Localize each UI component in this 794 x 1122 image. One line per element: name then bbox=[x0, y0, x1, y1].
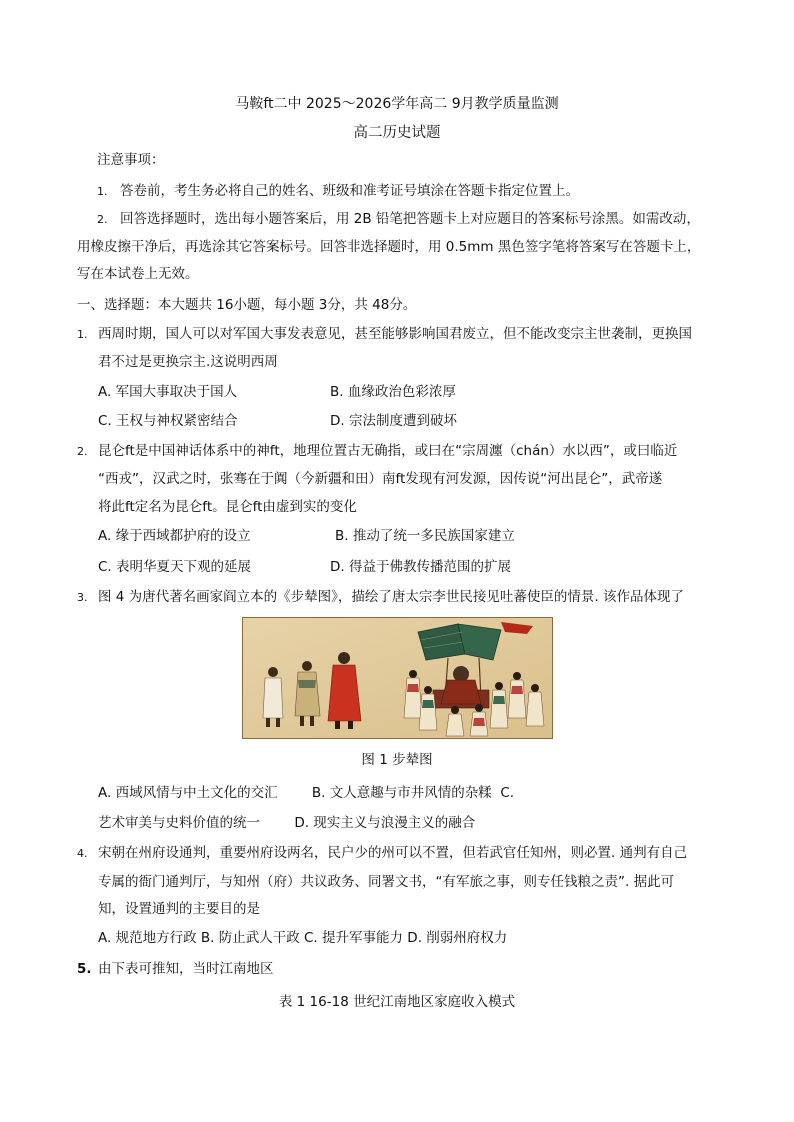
option-line[interactable]: 艺术审美与史料价值的统一 D. 现实主义与浪漫主义的融合 bbox=[98, 815, 476, 831]
notice-item-text: 答卷前，考生务必将自己的姓名、班级和准考证号填涂在答题卡指定位置上。 bbox=[120, 183, 579, 199]
option-b[interactable]: B. 推动了统一多民族国家建立 bbox=[335, 528, 515, 544]
painting-illustration bbox=[243, 618, 553, 739]
question-stem: 昆仑ft是中国神话体系中的神ft，地理位置古无确指，或曰在“宗周瀍（chán）水以西”，或曰临近 bbox=[98, 443, 678, 459]
question-stem: 知，设置通判的主要目的是 bbox=[98, 901, 260, 917]
notice-item-text: 用橡皮擦干净后，再选涂其它答案标号。回答非选择题时，用 0.5mm 黑色签字笔将答案写在答题卡上， bbox=[77, 239, 701, 255]
question-number: 4. bbox=[77, 847, 88, 860]
question-stem: 君不过是更换宗主.这说明西周 bbox=[98, 354, 278, 370]
option-a[interactable]: A. 军国大事取决于国人 bbox=[98, 384, 238, 400]
painting-image bbox=[242, 617, 553, 739]
question-number: 1. bbox=[77, 328, 88, 341]
notice-item-text: 写在本试卷上无效。 bbox=[77, 266, 199, 282]
question-number: 2. bbox=[77, 445, 88, 458]
option-b[interactable]: B. 血缘政治色彩浓厚 bbox=[330, 384, 456, 400]
notice-item-number: 1. bbox=[97, 185, 108, 198]
notice-item-number: 2. bbox=[97, 213, 108, 226]
option-d[interactable]: D. 得益于佛教传播范围的扩展 bbox=[330, 559, 511, 575]
exam-subtitle: 高二历史试题 bbox=[353, 125, 441, 141]
option-line[interactable]: A. 规范地方行政 B. 防止武人干政 C. 提升军事能力 D. 削弱州府权力 bbox=[98, 930, 508, 946]
section-heading: 一、选择题：本大题共 16小题，每小题 3分，共 48分。 bbox=[77, 297, 417, 313]
question-number: 5. bbox=[77, 961, 92, 977]
exam-title: 马鞍ft二中 2025～2026学年高二 9月教学质量监测 bbox=[235, 96, 559, 112]
question-stem: 图 4 为唐代著名画家阎立本的《步辇图》，描绘了唐太宗李世民接见吐蕃使臣的情景. 该作品体现了 bbox=[98, 589, 685, 605]
option-c[interactable]: C. 表明华夏天下观的延展 bbox=[98, 559, 252, 575]
question-stem: 将此ft定名为昆仑ft。昆仑ft由虚到实的变化 bbox=[98, 499, 357, 515]
question-stem: “西戎”，汉武之时，张骞在于阗（今新疆和田）南ft发现有河发源，因传说“河出昆仑”，武帝遂 bbox=[98, 471, 663, 487]
table-title: 表 1 16-18 世纪江南地区家庭收入模式 bbox=[278, 994, 516, 1010]
question-stem: 由下表可推知，当时江南地区 bbox=[98, 961, 274, 977]
question-stem: 宋朝在州府设通判，重要州府设两名，民户少的州可以不置，但若武官任知州，则必置. 通判有自己 bbox=[98, 845, 688, 861]
option-a[interactable]: A. 缘于西域都护府的设立 bbox=[98, 528, 251, 544]
notice-item-text: 回答选择题时，选出每小题答案后，用 2B 铅笔把答题卡上对应题目的答案标号涂黑。如需改动， bbox=[120, 211, 700, 227]
figure-caption: 图 1 步辇图 bbox=[361, 752, 433, 768]
option-d[interactable]: D. 宗法制度遭到破坏 bbox=[330, 413, 457, 429]
question-stem: 西周时期，国人可以对军国大事发表意见，甚至能够影响国君废立，但不能改变宗主世袭制，更换国 bbox=[98, 326, 692, 342]
notice-heading: 注意事项： bbox=[97, 152, 165, 168]
option-c[interactable]: C. 王权与神权紧密结合 bbox=[98, 413, 238, 429]
option-line[interactable]: A. 西域风情与中土文化的交汇 B. 文人意趣与市井风情的杂糅 C. bbox=[98, 785, 515, 801]
question-stem: 专属的衙门通判厅，与知州（府）共议政务、同署文书，“有军旅之事，则专任钱粮之责”. 据此可 bbox=[98, 874, 675, 890]
question-number: 3. bbox=[77, 591, 88, 604]
